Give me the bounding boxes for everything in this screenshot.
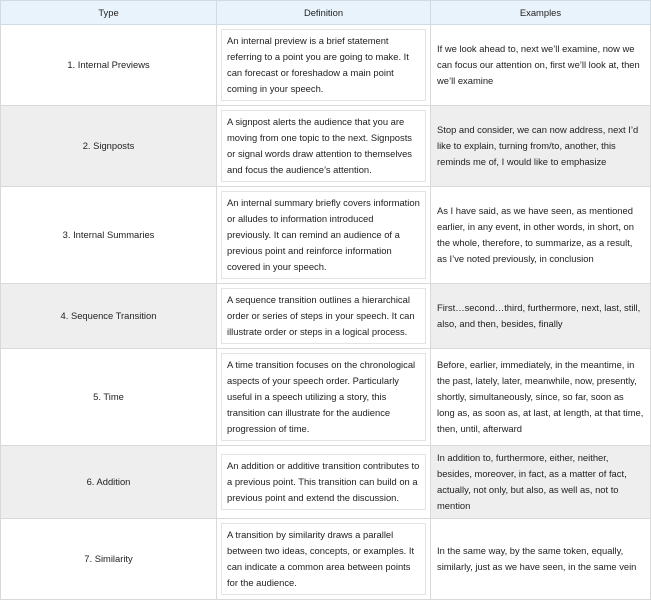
table-row [1,187,651,284]
definition-text: An internal summary briefly covers information or alludes to information introduced previously. It can remind an audience of a previous point and reinforce information covered in your speech. [221,191,426,279]
definition-cell [217,106,431,187]
examples-cell: First…second…third, furthermore, next, last, still, also, and then, besides, finally [431,284,651,349]
type-cell: 3. Internal Summaries [1,187,217,284]
header-row [1,1,651,25]
header-definition: Definition [217,1,431,25]
header-examples: Examples [431,1,651,25]
table-row [1,349,651,446]
type-cell: 5. Time [1,349,217,446]
definition-text: A transition by similarity draws a parallel between two ideas, concepts, or examples. It can indicate a common area between points for the audience. [221,523,426,595]
definition-text: A sequence transition outlines a hierarchical order or series of steps in your speech. It can illustrate order or steps in a logical process. [221,288,426,344]
definition-cell [217,446,431,519]
type-cell: 7. Similarity [1,519,217,600]
type-cell: 4. Sequence Transition [1,284,217,349]
examples-cell: In the same way, by the same token, equally, similarly, just as we have seen, in the same vein [431,519,651,600]
definition-cell [217,349,431,446]
table-row [1,25,651,106]
definition-text: A time transition focuses on the chronological aspects of your speech order. Particularly useful in a speech utilizing a story, this transition can illustrate for the audience progression of time. [221,353,426,441]
table-row [1,519,651,600]
examples-cell: As I have said, as we have seen, as mentioned earlier, in any event, in other words, in short, on the whole, therefore, to summarize, as a result, as I’ve noted previously, in conclusion [431,187,651,284]
definition-text: A signpost alerts the audience that you are moving from one topic to the next. Signposts or signal words draw attention to themselves and focus the audience’s attention. [221,110,426,182]
definition-cell [217,519,431,600]
examples-cell: Stop and consider, we can now address, next I’d like to explain, turning from/to, another, this reminds me of, I would like to emphasize [431,106,651,187]
definition-cell [217,284,431,349]
header-type: Type [1,1,217,25]
type-cell: 2. Signposts [1,106,217,187]
examples-cell: Before, earlier, immediately, in the meantime, in the past, lately, later, meanwhile, now, presently, shortly, simultaneously, since, so far, soon as long as, as soon as, at last, at length, at that time, then, until, afterward [431,349,651,446]
definition-text: An internal preview is a brief statement referring to a point you are going to make. It can forecast or foreshadow a main point coming in your speech. [221,29,426,101]
table-row [1,446,651,519]
definition-cell [217,25,431,106]
table-row [1,284,651,349]
definition-cell [217,187,431,284]
examples-cell: If we look ahead to, next we’ll examine, now we can focus our attention on, first we’ll look at, then we’ll examine [431,25,651,106]
type-cell: 6. Addition [1,446,217,519]
examples-cell: In addition to, furthermore, either, neither, besides, moreover, in fact, as a matter of fact, actually, not only, but also, as well as, not to mention [431,446,651,519]
type-cell: 1. Internal Previews [1,25,217,106]
definition-text: An addition or additive transition contributes to a previous point. This transition can build on a previous point and extend the discussion. [221,454,426,510]
table-row [1,106,651,187]
